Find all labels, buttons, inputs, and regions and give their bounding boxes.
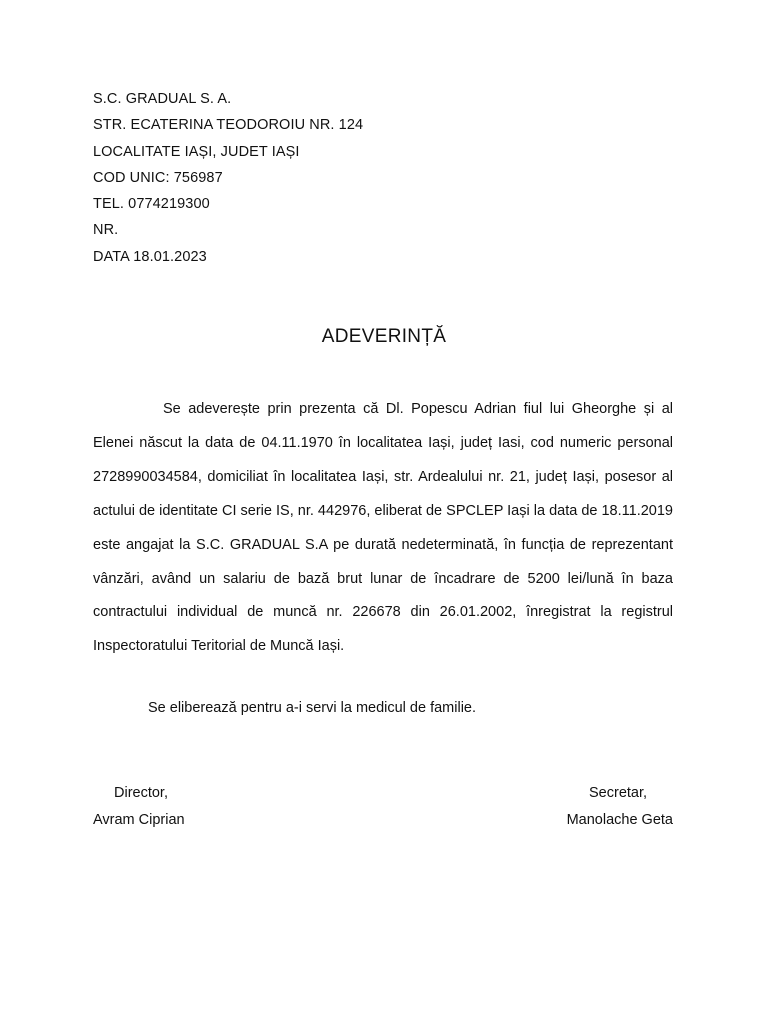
director-name: Avram Ciprian	[93, 812, 185, 828]
secretary-role: Secretar,	[589, 785, 648, 801]
company-street: STR. ECATERINA TEODOROIU NR. 124	[93, 117, 364, 134]
secretary-name: Manolache Geta	[566, 812, 673, 828]
director-role: Director,	[114, 785, 168, 801]
company-name: S.C. GRADUAL S. A.	[93, 91, 232, 107]
company-cod-unic: COD UNIC: 756987	[93, 169, 223, 186]
document-title: ADEVERINȚĂ	[321, 326, 447, 347]
company-header	[93, 86, 363, 270]
release-purpose: Se eliberează pentru a-i servi la medicul de familie.	[148, 700, 477, 716]
document-number: NR.	[93, 222, 119, 239]
company-locality: LOCALITATE IAȘI, JUDET IAȘI	[93, 143, 300, 160]
certificate-body: Se adeverește prin prezenta că Dl. Popescu Adrian fiul lui Gheorghe și al Elenei născut la data de 04.11.1970 în localitatea Iași, județ Iasi, cod numeric personal 2728990034584, domiciliat în localitatea Iași, str. Ardealului nr. 21, județ Iași, posesor al actului de identitate CI serie IS, nr. 442976, eliberat de SPCLEP Iași la data de 18.11.2019 este angajat la S.C. GRADUAL S.A pe durată nedeterminată, în funcția de reprezentant vânzări, având un salariu de bază brut lunar de încadrare de 5200 lei/lună în baza contractului individual de muncă nr. 226678 din 26.01.2002, înregistrat la registrul Inspectoratului Teritorial de Muncă Iași.	[93, 401, 673, 655]
company-phone: TEL. 0774219300	[93, 196, 210, 213]
document-date: DATA 18.01.2023	[93, 248, 207, 265]
